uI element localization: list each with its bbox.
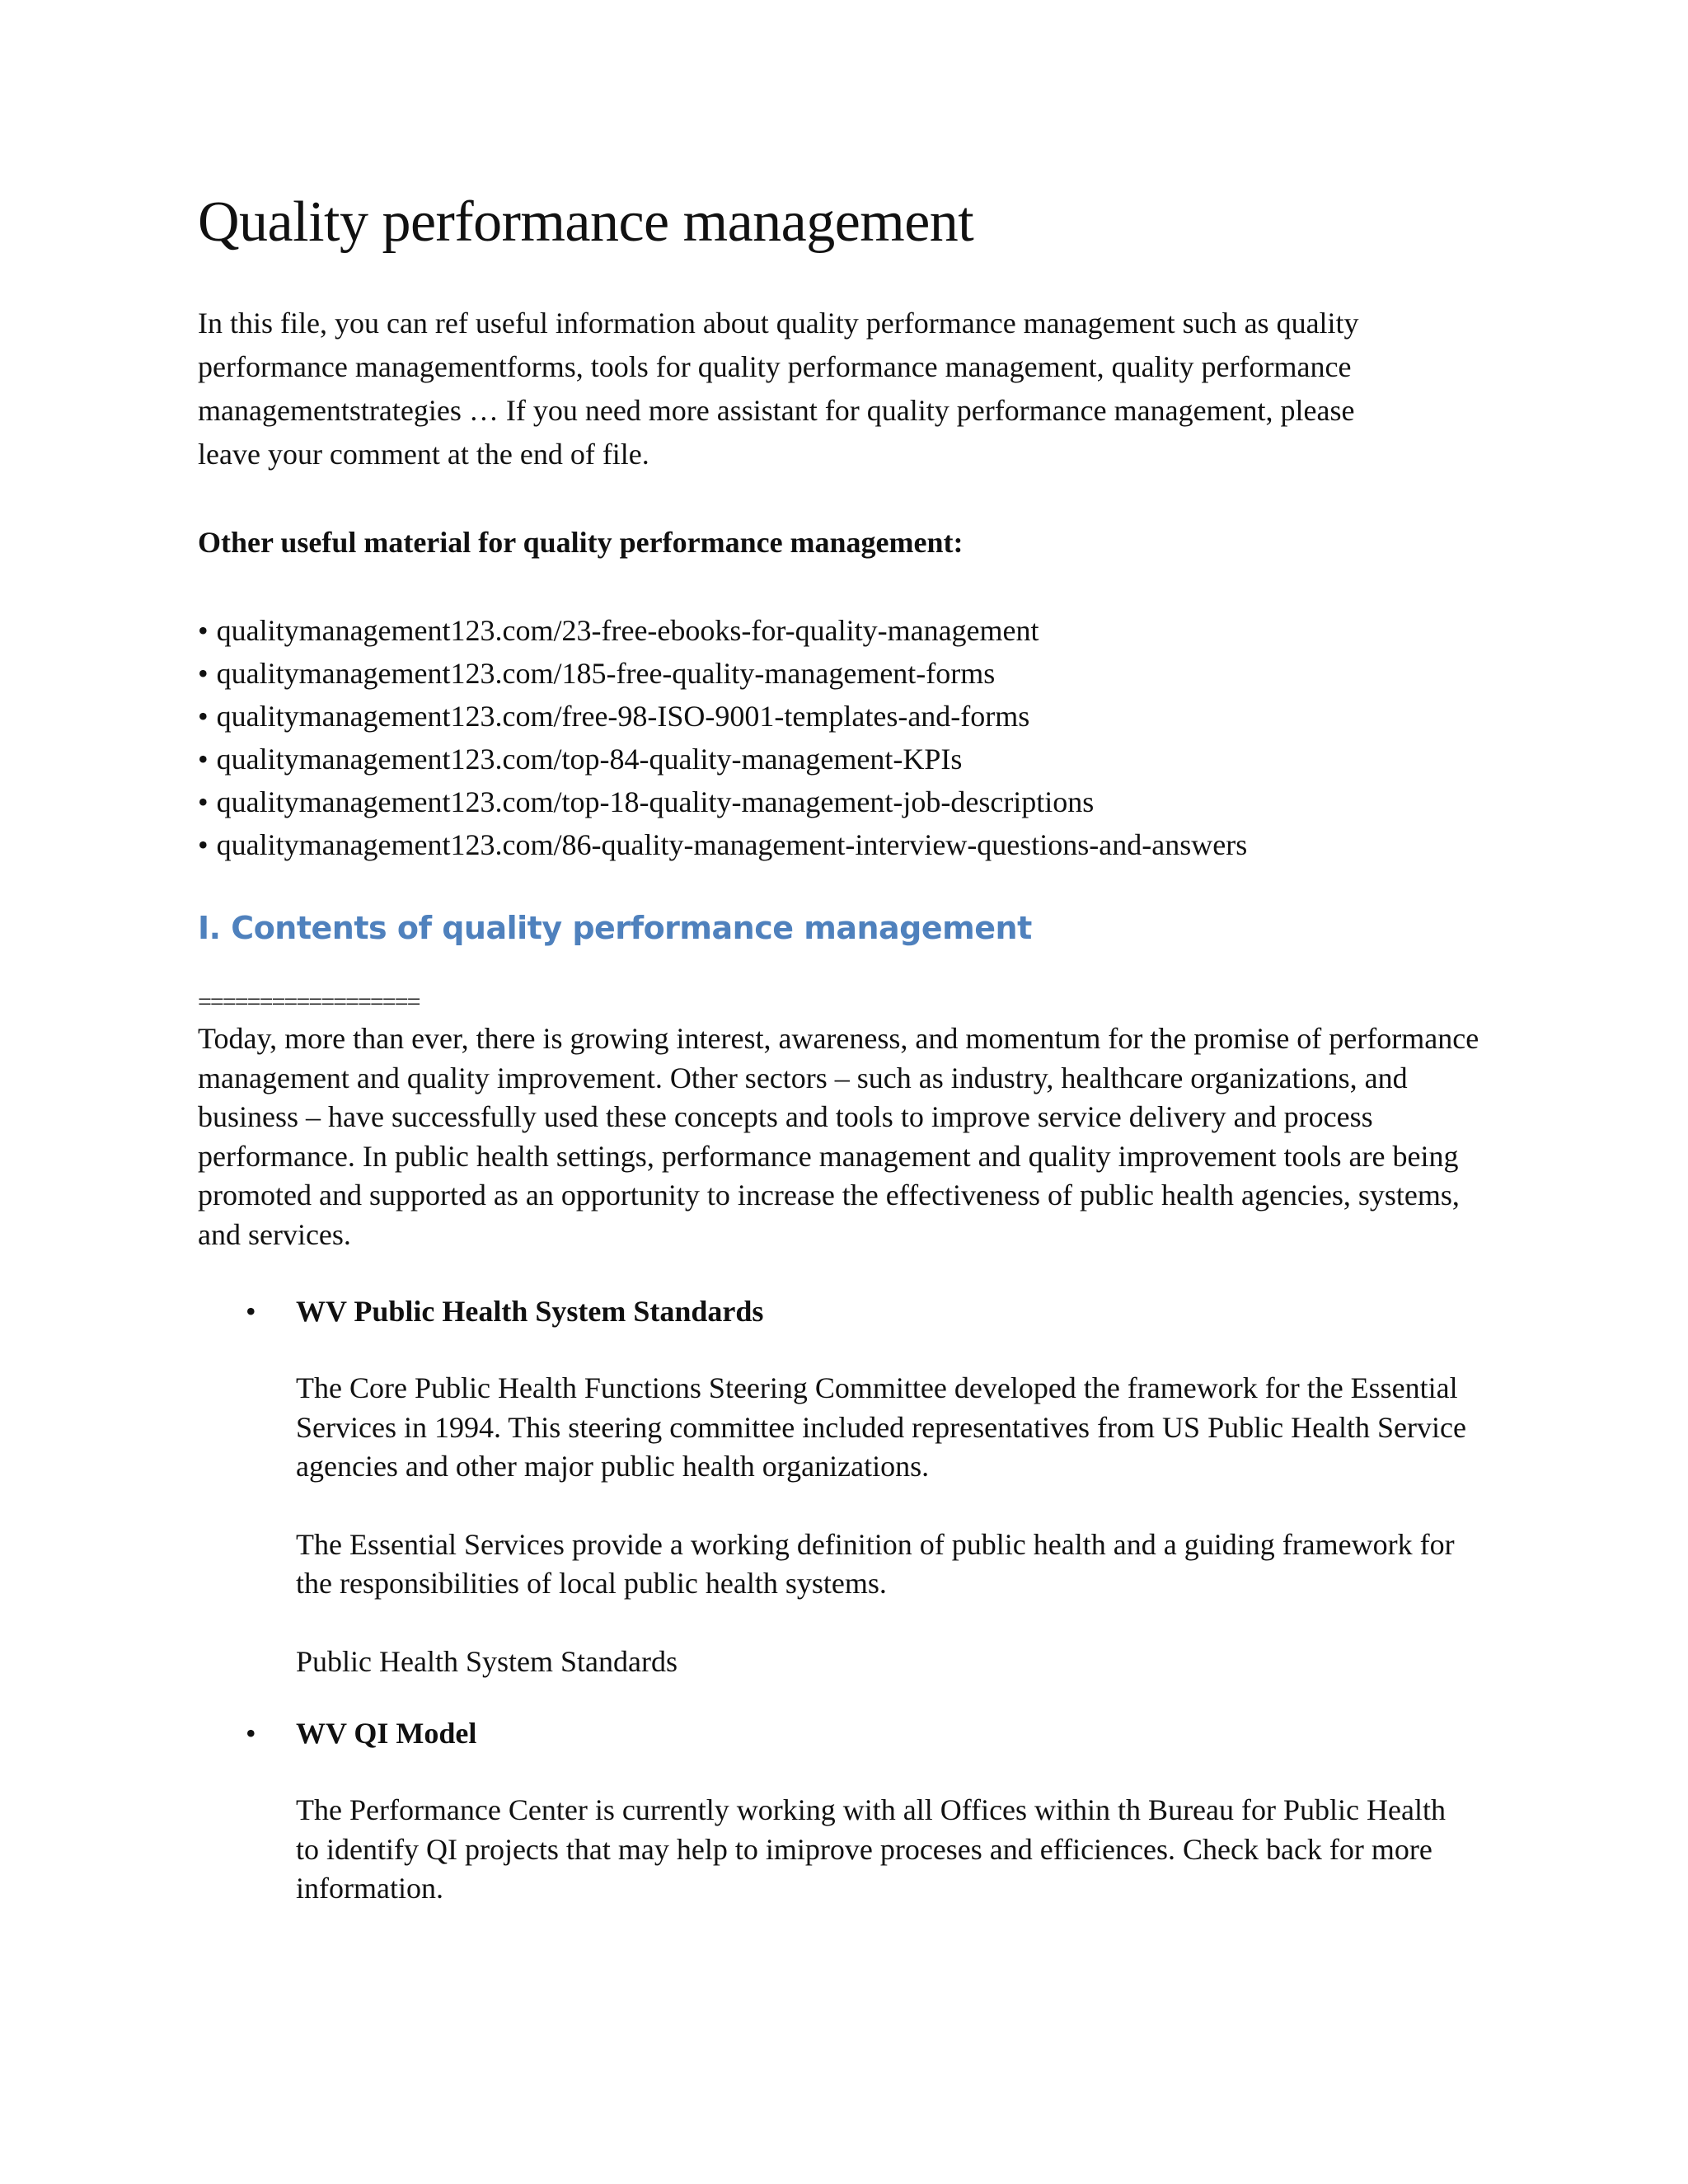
separator-line: ================== xyxy=(198,988,420,1015)
section-heading: I. Contents of quality performance management xyxy=(198,910,1032,946)
materials-link-list xyxy=(198,609,1484,866)
material-link[interactable]: qualitymanagement123.com/185-free-quality-management-forms xyxy=(216,657,996,690)
item-paragraph: Public Health System Standards xyxy=(296,1644,678,1678)
bullet-icon: • xyxy=(198,785,209,818)
material-link[interactable]: qualitymanagement123.com/86-quality-management-interview-questions-and-answers xyxy=(216,828,1248,861)
page-title: Quality performance management xyxy=(198,190,974,254)
bullet-icon: • xyxy=(198,743,209,776)
body-paragraph: Today, more than ever, there is growing interest, awareness, and momentum for the promise of performance management and quality improvement. Other sectors – such as industry, healthcare organizations, and business – have successfully used these concepts and tools to improve service delivery and process performance. In public health settings, performance management and quality improvement tools are being promoted and supported as an opportunity to increase the effectiveness of public health agencies, systems, and services. xyxy=(198,1022,1479,1251)
material-link[interactable]: qualitymanagement123.com/top-84-quality-management-KPIs xyxy=(216,743,963,776)
item-paragraph: The Essential Services provide a working definition of public health and a guiding framework for the responsibilities of local public health systems. xyxy=(296,1527,1455,1600)
material-link[interactable]: qualitymanagement123.com/23-free-ebooks-for-quality-management xyxy=(216,614,1039,647)
item-list xyxy=(198,1292,1484,1909)
list-item xyxy=(198,1714,1484,1909)
material-link[interactable]: qualitymanagement123.com/top-18-quality-management-job-descriptions xyxy=(216,785,1095,818)
bullet-icon: • xyxy=(198,657,209,690)
item-paragraph: The Core Public Health Functions Steering Committee developed the framework for the Essential Services in 1994. This steering committee included representatives from US Public Health Service agencies and other major public health organizations. xyxy=(296,1371,1466,1483)
item-title: WV QI Model xyxy=(296,1717,477,1750)
list-item[interactable] xyxy=(198,780,1484,823)
item-paragraph: The Performance Center is currently working with all Offices within th Bureau for Public Health to identify QI projects that may help to imiprove proceses and efficiences. Check back for more information. xyxy=(296,1793,1446,1905)
bullet-icon: • xyxy=(246,1295,256,1328)
list-item[interactable] xyxy=(198,609,1484,652)
list-item xyxy=(198,1292,1484,1681)
intro-paragraph: In this file, you can ref useful information about quality performance management such as quality performance managementforms, tools for quality performance management, quality performance managementstrategies … If you need more assistant for quality performance management, please leave your comment at the end of file. xyxy=(198,307,1359,471)
document-page xyxy=(198,188,1484,1942)
bullet-icon: • xyxy=(198,614,209,647)
list-item[interactable] xyxy=(198,738,1484,780)
bullet-icon: • xyxy=(198,828,209,861)
bullet-icon: • xyxy=(246,1717,256,1750)
list-item[interactable] xyxy=(198,652,1484,695)
list-item[interactable] xyxy=(198,823,1484,866)
materials-heading: Other useful material for quality performance management: xyxy=(198,526,964,559)
list-item[interactable] xyxy=(198,695,1484,738)
item-title: WV Public Health System Standards xyxy=(296,1295,764,1328)
bullet-icon: • xyxy=(198,700,209,733)
material-link[interactable]: qualitymanagement123.com/free-98-ISO-9001-templates-and-forms xyxy=(216,700,1030,733)
